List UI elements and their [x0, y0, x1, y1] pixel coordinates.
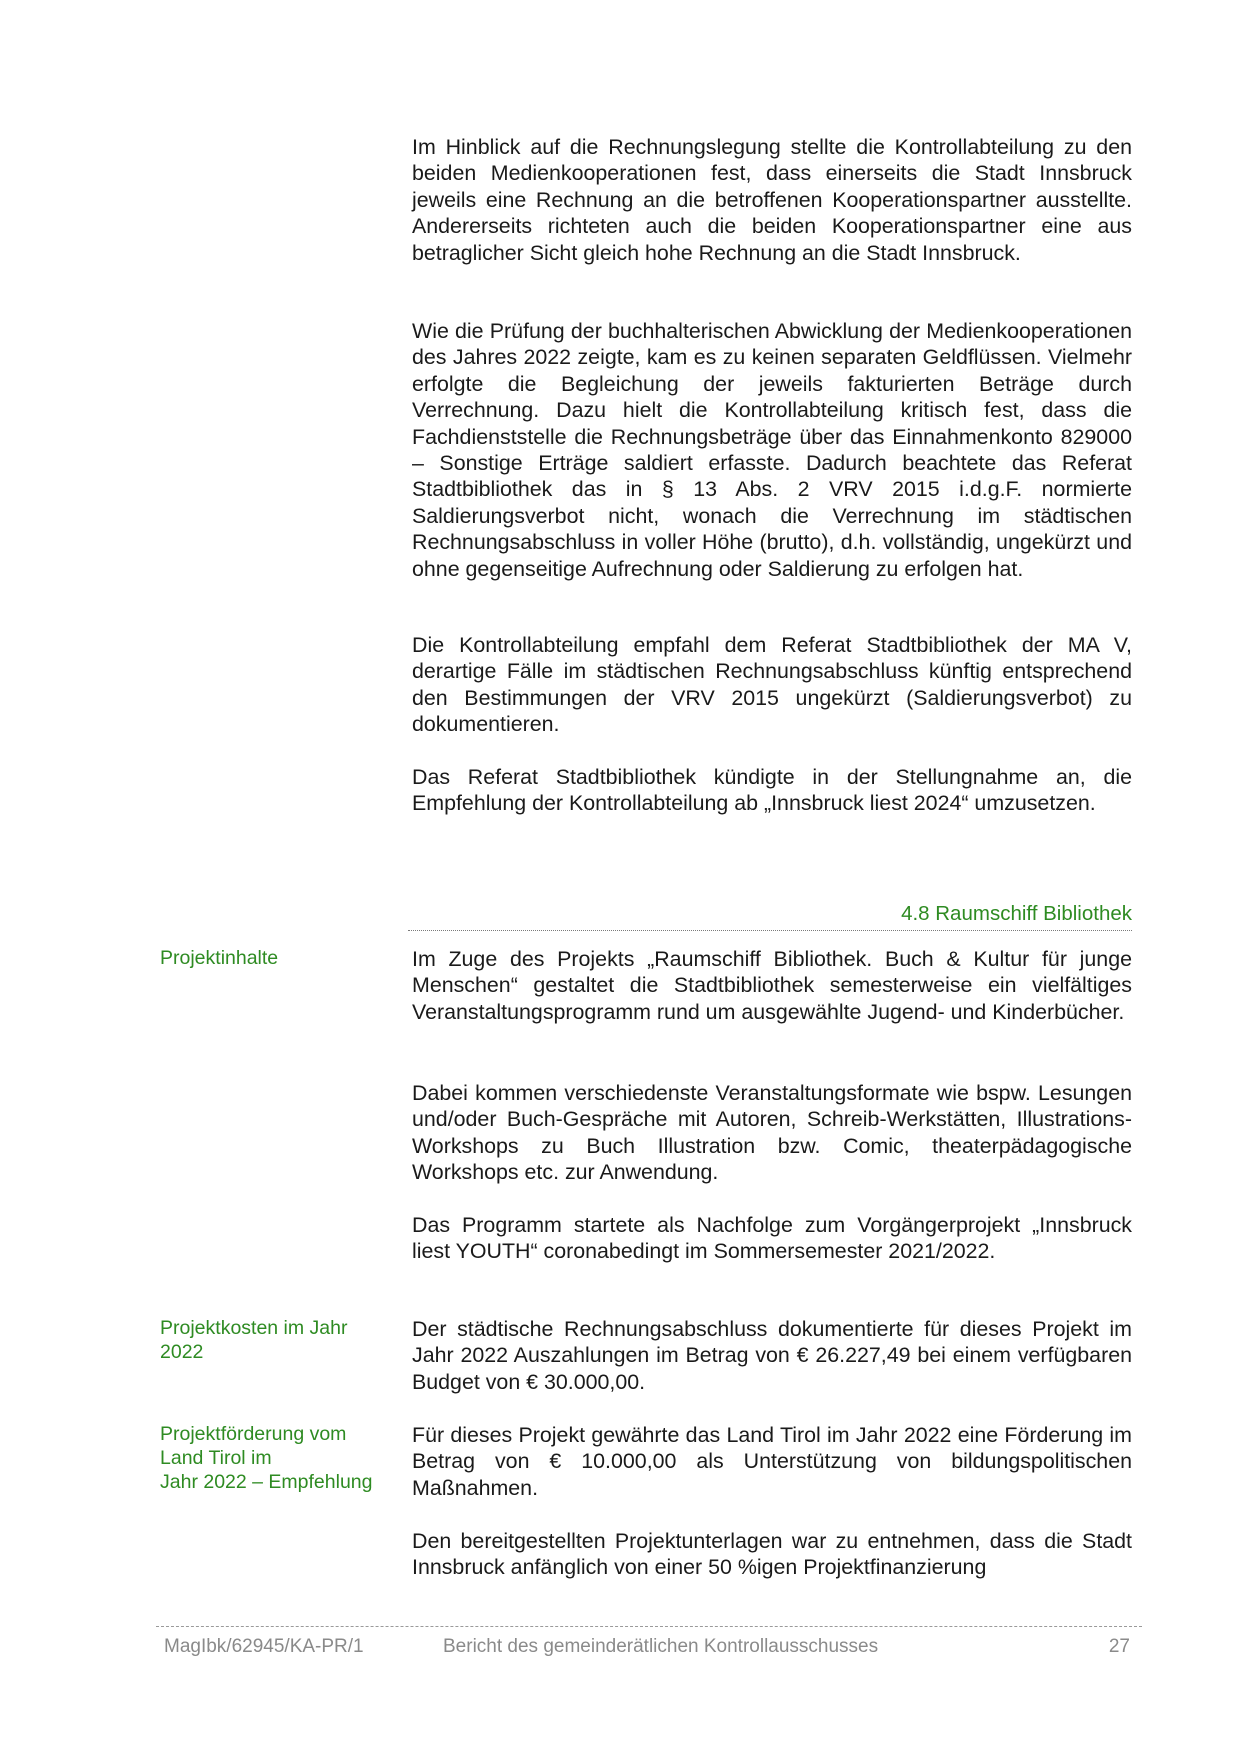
paragraph-projektunterlagen: Den bereitgestellten Projektunterlagen war zu entnehmen, dass die Stadt Innsbruck anfänglich von einer 50 %igen Projektfinanzierung	[412, 1529, 1132, 1580]
page-number: 27	[1108, 1636, 1130, 1657]
margin-note-projektfoerderung	[160, 1422, 400, 1494]
paragraph-rechnungslegung: Im Hinblick auf die Rechnungslegung stellte die Kontrollabteilung zu den beiden Medienkooperationen fest, dass einerseits die Stadt Innsbruck jeweils eine Rechnung an die betroffenen Kooperationspartner ausstellte. Andererseits richteten auch die beiden Kooperationspartner eine aus betraglicher Sicht gleich hohe Rechnung an die Stadt Innsbruck.	[412, 135, 1132, 265]
footer-reference: MagIbk/62945/KA-PR/1	[164, 1636, 364, 1657]
margin-note-projektinhalte: Projektinhalte	[160, 947, 279, 969]
paragraph-stellungnahme: Das Referat Stadtbibliothek kündigte in der Stellungnahme an, die Empfehlung der Kontrollabteilung ab „Innsbruck liest 2024“ umzusetzen.	[412, 765, 1132, 816]
paragraph-foerderung: Für dieses Projekt gewährte das Land Tirol im Jahr 2022 eine Förderung im Betrag von € 10.000,00 als Unterstützung von bildungspolitischen Maßnahmen.	[412, 1423, 1132, 1500]
footer-divider	[156, 1626, 1142, 1627]
paragraph-empfehlung-saldierungsverbot: Die Kontrollabteilung empfahl dem Referat Stadtbibliothek der MA V, derartige Fälle im städtischen Rechnungsabschluss künftig entsprechend den Bestimmungen der VRV 2015 ungekürzt (Saldierungsverbot) zu dokumentieren.	[412, 633, 1132, 737]
section-heading: 4.8 Raumschiff Bibliothek	[901, 902, 1132, 925]
section-divider	[408, 930, 1132, 931]
paragraph-programmstart: Das Programm startete als Nachfolge zum Vorgängerprojekt „Innsbruck liest YOUTH“ coronabedingt im Sommersemester 2021/2022.	[412, 1213, 1132, 1264]
margin-note-line: Jahr 2022 – Empfehlung	[160, 1471, 373, 1493]
footer-title: Bericht des gemeinderätlichen Kontrollausschusses	[443, 1636, 879, 1657]
margin-note-line: Projektförderung vom	[160, 1423, 347, 1445]
margin-note-line: Land Tirol im	[160, 1447, 272, 1469]
paragraph-veranstaltungsformate: Dabei kommen verschiedenste Veranstaltungsformate wie bspw. Lesungen und/oder Buch-Gespräche mit Autoren, Schreib-Werkstätten, Illustrations-Workshops zu Buch Illustration bzw. Comic, theaterpädagogische Workshops etc. zur Anwendung.	[412, 1081, 1132, 1185]
paragraph-buchhalterische-abwicklung: Wie die Prüfung der buchhalterischen Abwicklung der Medienkooperationen des Jahres 2022 zeigte, kam es zu keinen separaten Geldflüssen. Vielmehr erfolgte die Begleichung der jeweils fakturierten Beträge durch Verrechnung. Dazu hielt die Kontrollabteilung kritisch fest, dass die Fachdienststelle die Rechnungsbeträge über das Einnahmenkonto 829000 – Sonstige Erträge saldiert erfasste. Dadurch beachtete das Referat Stadtbibliothek das in § 13 Abs. 2 VRV 2015 i.d.g.F. normierte Saldierungsverbot nicht, wonach die Verrechnung im städtischen Rechnungsabschluss in voller Höhe (brutto), d.h. vollständig, ungekürzt und ohne gegenseitige Aufrechnung oder Saldierung zu erfolgen hat.	[412, 319, 1132, 581]
paragraph-projekt-beschreibung: Im Zuge des Projekts „Raumschiff Bibliothek. Buch & Kultur für junge Menschen“ gestaltet die Stadtbibliothek semesterweise ein vielfältiges Veranstaltungsprogramm rund um ausgewählte Jugend- und Kinderbücher.	[412, 947, 1132, 1024]
margin-note-projektkosten: Projektkosten im Jahr 2022	[160, 1317, 348, 1363]
paragraph-projektkosten: Der städtische Rechnungsabschluss dokumentierte für dieses Projekt im Jahr 2022 Auszahlungen im Betrag von € 26.227,49 bei einem verfügbaren Budget von € 30.000,00.	[412, 1317, 1132, 1394]
